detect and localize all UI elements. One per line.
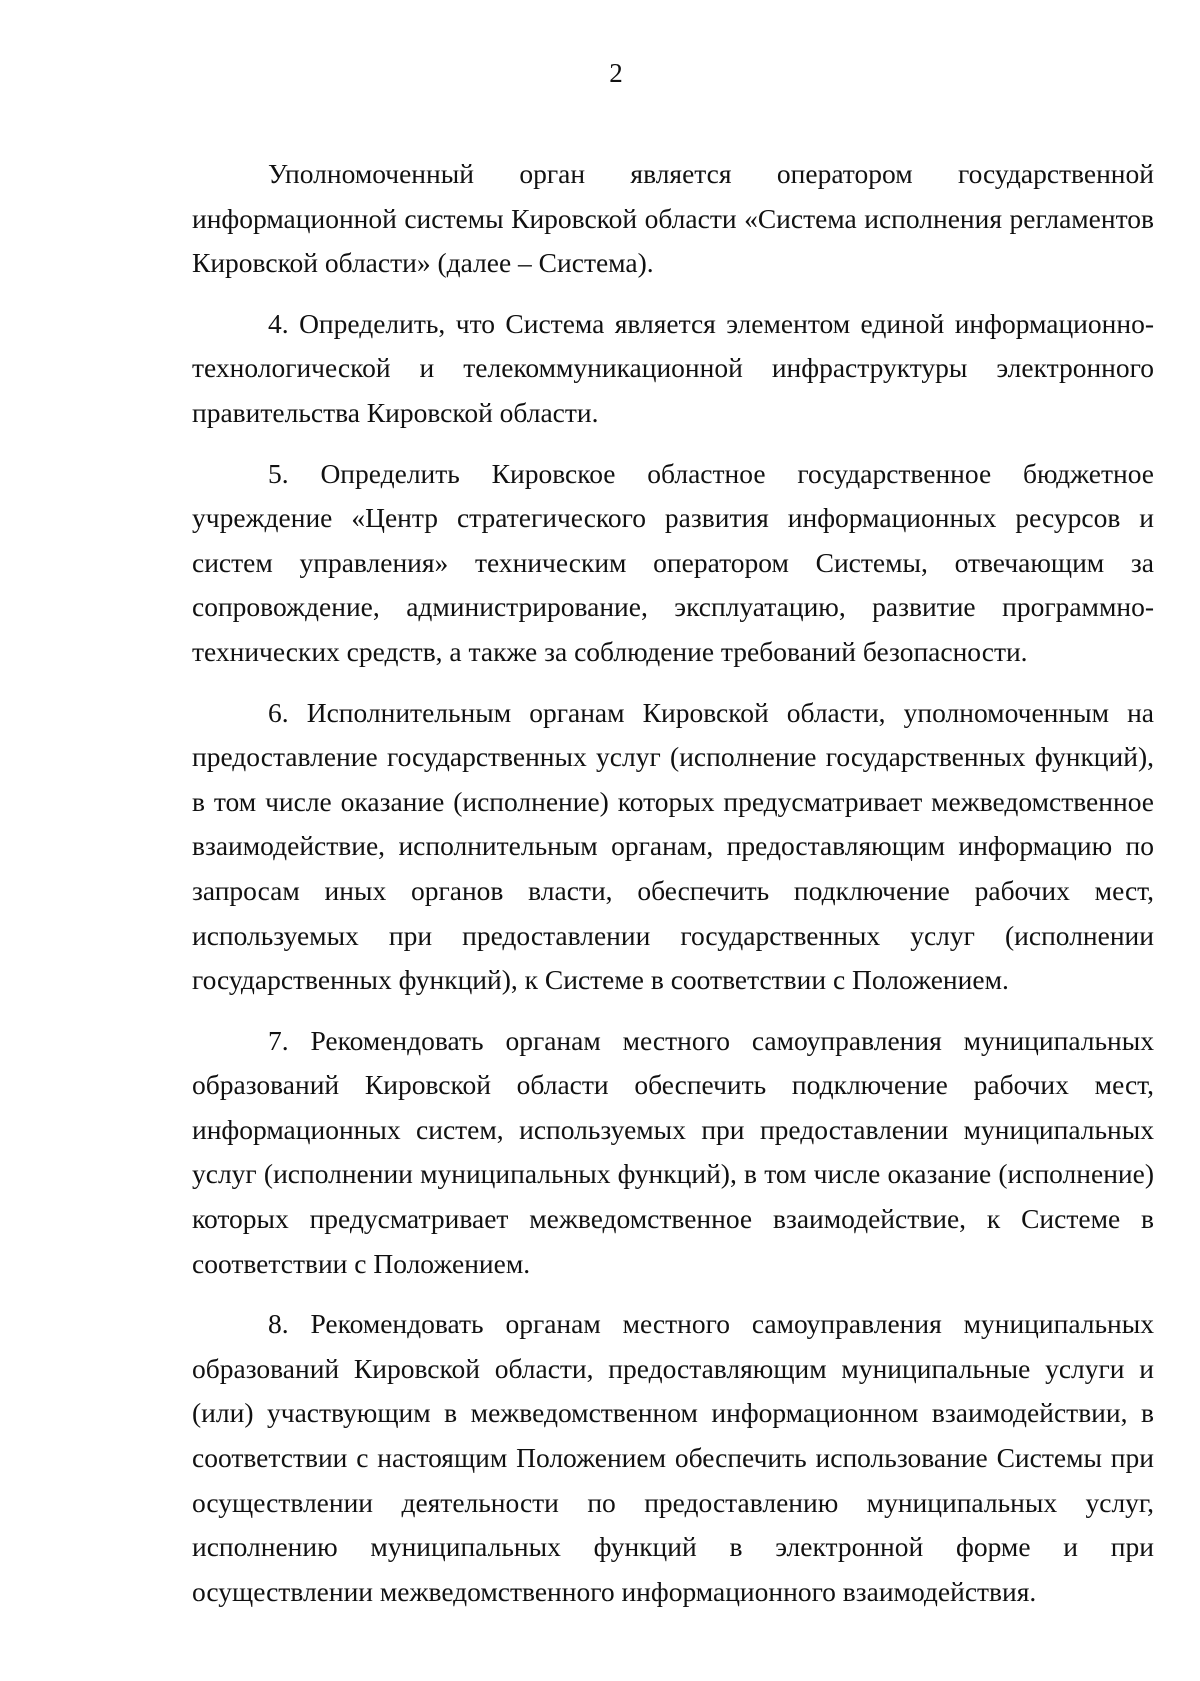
- paragraph-authorized-body-operator: Уполномоченный орган является оператором государственной информационной системы Кировской области «Система исполнения регламентов Кировской области» (далее – Система).: [192, 158, 1154, 279]
- paragraph-item-5: 5. Определить Кировское областное государственное бюджетное учреждение «Центр стратегического развития информационных ресурсов и систем управления» техническим оператором Системы, отвечающим за сопровождение, администрирование, эксплуатацию, развитие программно-технических средств, а также за соблюдение требований безопасности.: [192, 457, 1154, 667]
- page-number: 2: [609, 58, 623, 88]
- paragraph-item-7: 7. Рекомендовать органам местного самоуправления муниципальных образований Кировской области обеспечить подключение рабочих мест, информационных систем, используемых при предоставлении муниципальных услуг (исполнении муниципальных функций), в том числе оказание (исполнение) которых предусматривает межведомственное взаимодействие, к Системе в соответствии с Положением.: [192, 1024, 1154, 1279]
- paragraph-item-6: 6. Исполнительным органам Кировской области, уполномоченным на предоставление государственных услуг (исполнение государственных функций), в том числе оказание (исполнение) которых предусматривает межведомственное взаимодействие, исполнительным органам, предоставляющим информацию по запросам иных органов власти, обеспечить подключение рабочих мест, используемых при предоставлении государственных услуг (исполнении государственных функций), к Системе в соответствии с Положением.: [192, 696, 1154, 996]
- paragraph-item-4: 4. Определить, что Система является элементом единой информационно-технологической и телекоммуникационной инфраструктуры электронного правительства Кировской области.: [192, 307, 1154, 428]
- paragraph-item-8: 8. Рекомендовать органам местного самоуправления муниципальных образований Кировской области, предоставляющим муниципальные услуги и (или) участвующим в межведомственном информационном взаимодействии, в соответствии с настоящим Положением обеспечить использование Системы при осуществлении деятельности по предоставлению муниципальных услуг, исполнению муниципальных функций в электронной форме и при осуществлении межведомственного информационного взаимодействия.: [192, 1308, 1154, 1607]
- document-body: [192, 152, 1154, 1614]
